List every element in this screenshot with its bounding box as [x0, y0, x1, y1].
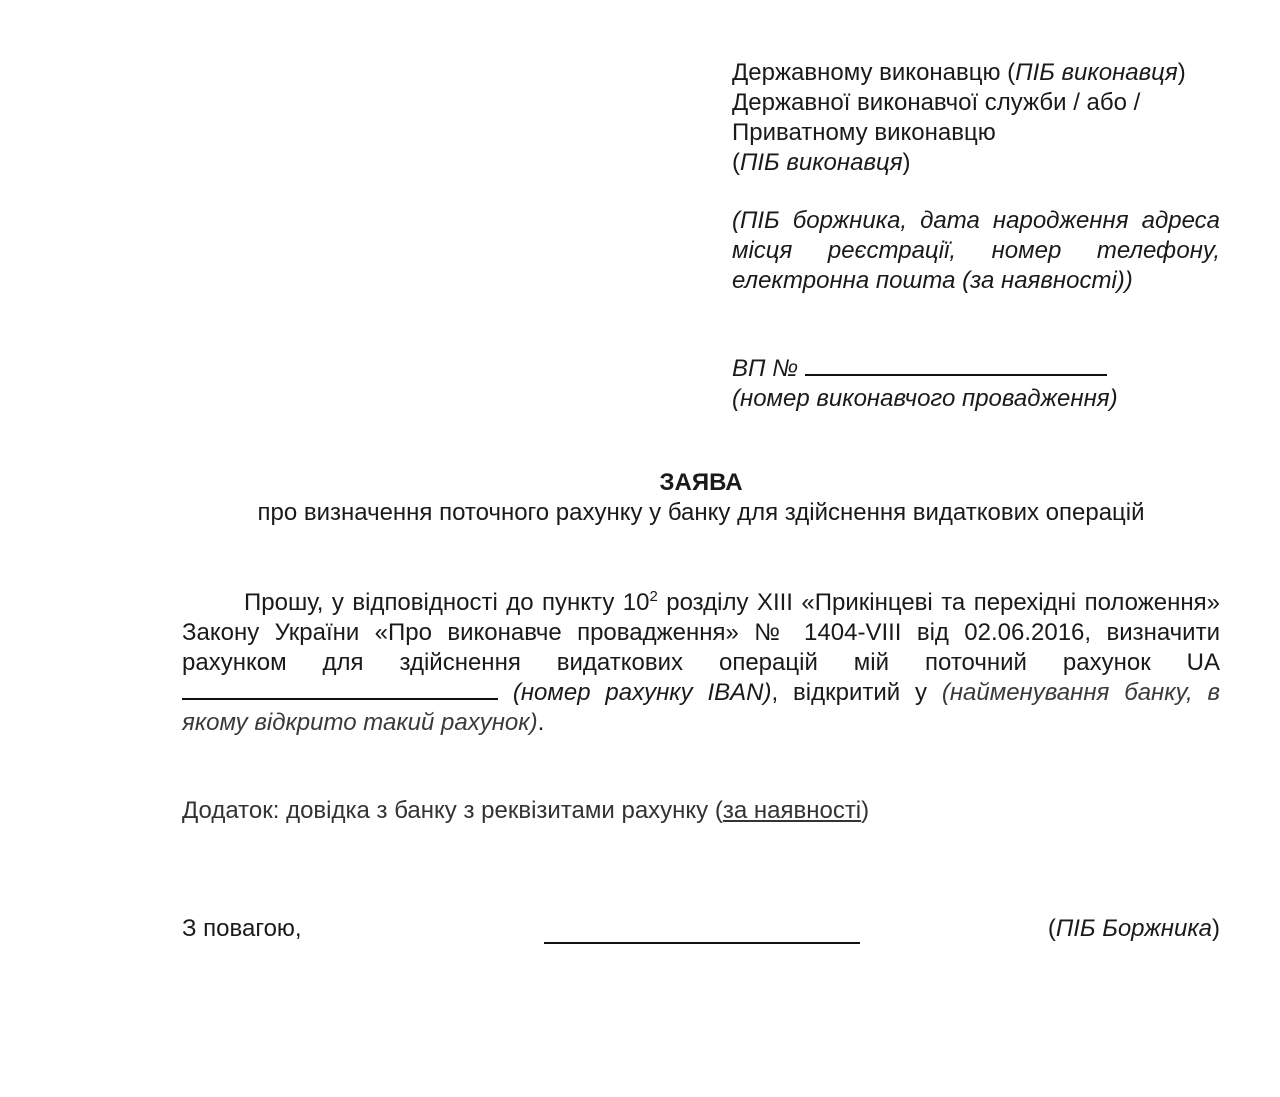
- attachment-prefix: Додаток: довідка з банку з реквізитами рахунку (: [182, 797, 723, 824]
- addressee-line-2: Державної виконавчої служби / або /: [732, 89, 1141, 116]
- bank-hint: (найменування банку, в якому відкрито такий рахунок): [182, 679, 1221, 736]
- iban-hint: (номер рахунку IBAN): [512, 679, 772, 706]
- enforcement-block: [732, 354, 1220, 414]
- signature-blank[interactable]: [544, 918, 860, 944]
- debtor-name-hint: [1048, 914, 1220, 944]
- document-title: ЗАЯВА: [659, 469, 743, 496]
- signature-name-suffix: ): [1212, 915, 1220, 942]
- enforcement-hint: (номер виконавчого провадження): [732, 385, 1118, 412]
- addressee-line-4-italic: ПІБ виконавця: [740, 149, 903, 176]
- addressee-line-1-italic: ПІБ виконавця: [1015, 59, 1178, 86]
- debtor-info: (ПІБ боржника, дата народження адреса місця реєстрації, номер телефону, електронна пошта (за наявності)): [732, 207, 1220, 294]
- addressee-line-1-prefix: Державному виконавцю (: [732, 59, 1016, 86]
- enforcement-number-row: [732, 354, 1220, 384]
- attachment-underlined: за наявності: [722, 797, 862, 824]
- body-superscript: 2: [649, 588, 658, 605]
- iban-blank[interactable]: [182, 678, 498, 700]
- body-part-3: , відкритий у: [771, 679, 942, 706]
- request-paragraph: [182, 588, 1220, 738]
- body-part-1: Прошу, у відповідності до пункту 10: [244, 589, 650, 616]
- enforcement-number-blank[interactable]: [805, 354, 1107, 376]
- addressee-line-3: Приватному виконавцю: [732, 119, 996, 146]
- enforcement-label: ВП №: [732, 355, 799, 382]
- document-subtitle: про визначення поточного рахунку у банку для здійснення видаткових операцій: [257, 499, 1145, 526]
- addressee-line-4: [732, 148, 1220, 178]
- closing-regards: З повагою,: [182, 915, 302, 942]
- addressee-line-4-suffix: ): [902, 149, 911, 176]
- body-end: .: [537, 709, 545, 736]
- addressee-line-1: [732, 58, 1220, 88]
- signature-name-prefix: (: [1047, 915, 1056, 942]
- addressee-line-1-suffix: ): [1177, 59, 1186, 86]
- body-part-2: розділу XIII «Прикінцеві та перехідні положення» Закону України «Про виконавче провадження» № 1404-VIII від 02.06.2016, визначити рахунком для здійснення видаткових операцій мій поточний рахунок UA: [182, 589, 1221, 676]
- addressee-line-4-prefix: (: [732, 149, 740, 176]
- addressee-block: [732, 58, 1220, 178]
- attachment-line: [182, 796, 1220, 826]
- attachment-suffix: ): [861, 797, 870, 824]
- signature-name-italic: ПІБ Боржника: [1055, 915, 1212, 942]
